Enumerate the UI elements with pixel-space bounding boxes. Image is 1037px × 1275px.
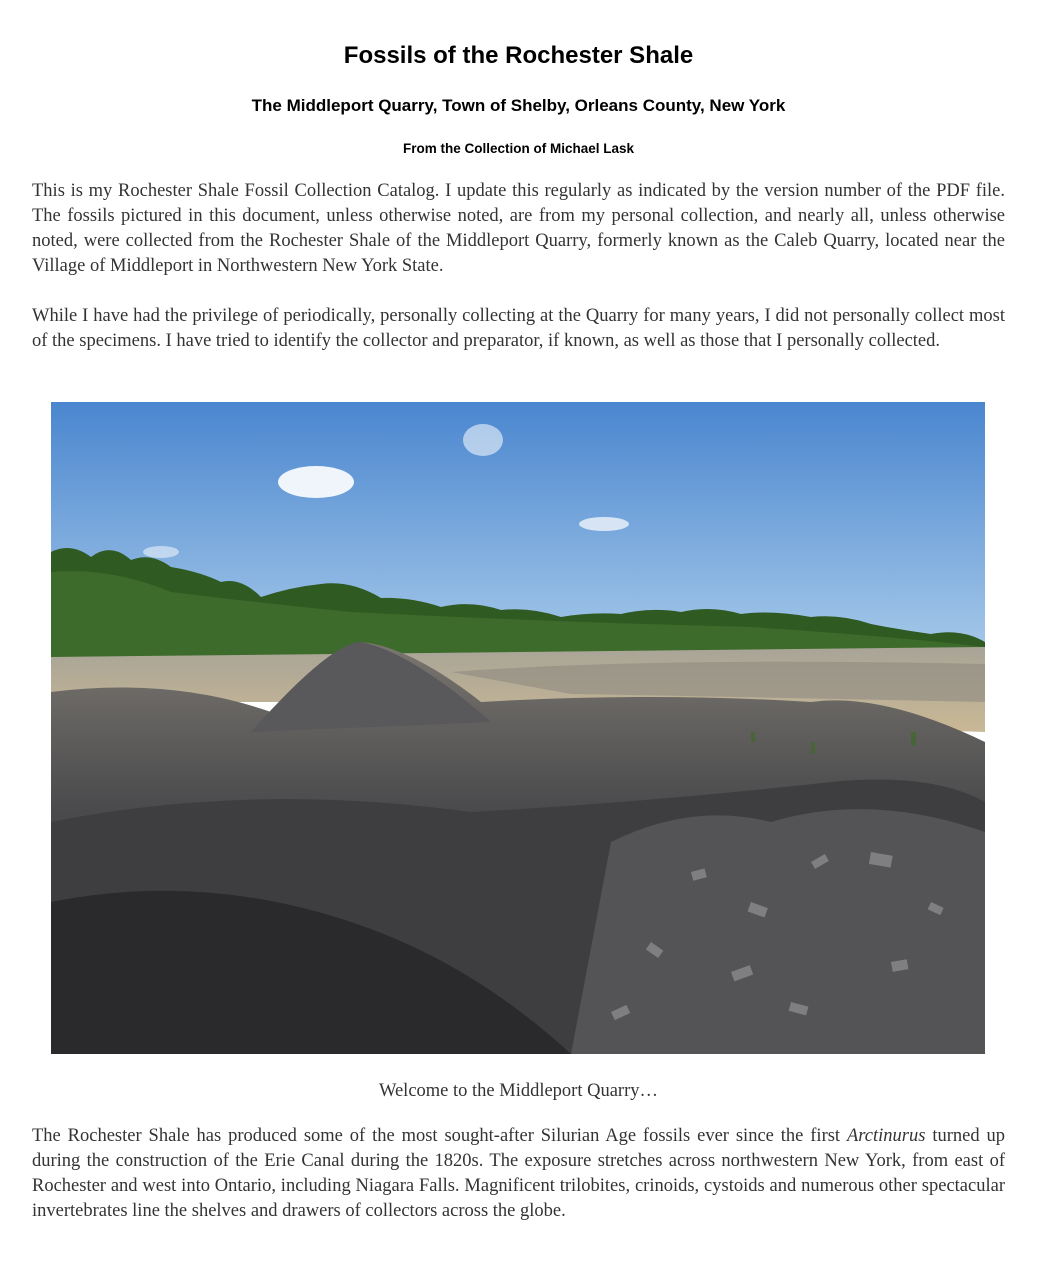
second-paragraph: While I have had the privilege of periodically, personally collecting at the Quarry for many years, I did not personally collect most of the specimens. I have tried to identify the collector and preparator, if known, as well as those that I personally collected. xyxy=(32,306,1005,351)
closing-text-before: The Rochester Shale has produced some of the most sought-after Silurian Age fossils ever since the first xyxy=(32,1126,847,1146)
closing-paragraph xyxy=(32,1124,1005,1224)
photo-caption: Welcome to the Middleport Quarry… xyxy=(378,1081,659,1101)
arctinurus-term: Arctinurus xyxy=(846,1126,926,1146)
page-subtitle: The Middleport Quarry, Town of Shelby, Orleans County, New York xyxy=(251,96,786,115)
page-title: Fossils of the Rochester Shale xyxy=(343,42,694,69)
quarry-photo xyxy=(51,402,985,1054)
collection-credit: From the Collection of Michael Lask xyxy=(402,141,635,156)
intro-paragraph: This is my Rochester Shale Fossil Collection Catalog. I update this regularly as indicated by the version number of the PDF file. The fossils pictured in this document, unless otherwise noted, are from my personal collection, and nearly all, unless otherwise noted, were collected from the Rochester Shale of the Middleport Quarry, formerly known as the Caleb Quarry, located near the Village of Middleport in Northwestern New York State. xyxy=(32,181,1005,276)
closing-text-after: turned up during the construction of the Erie Canal during the 1820s. The exposure stretches across northwestern New York, from east of Rochester and west into Ontario, including Niagara Falls. Magnificent trilobites, crinoids, cystoids and numerous other spectacular invertebrates line the shelves and drawers of collectors across the globe. xyxy=(32,1126,1005,1221)
